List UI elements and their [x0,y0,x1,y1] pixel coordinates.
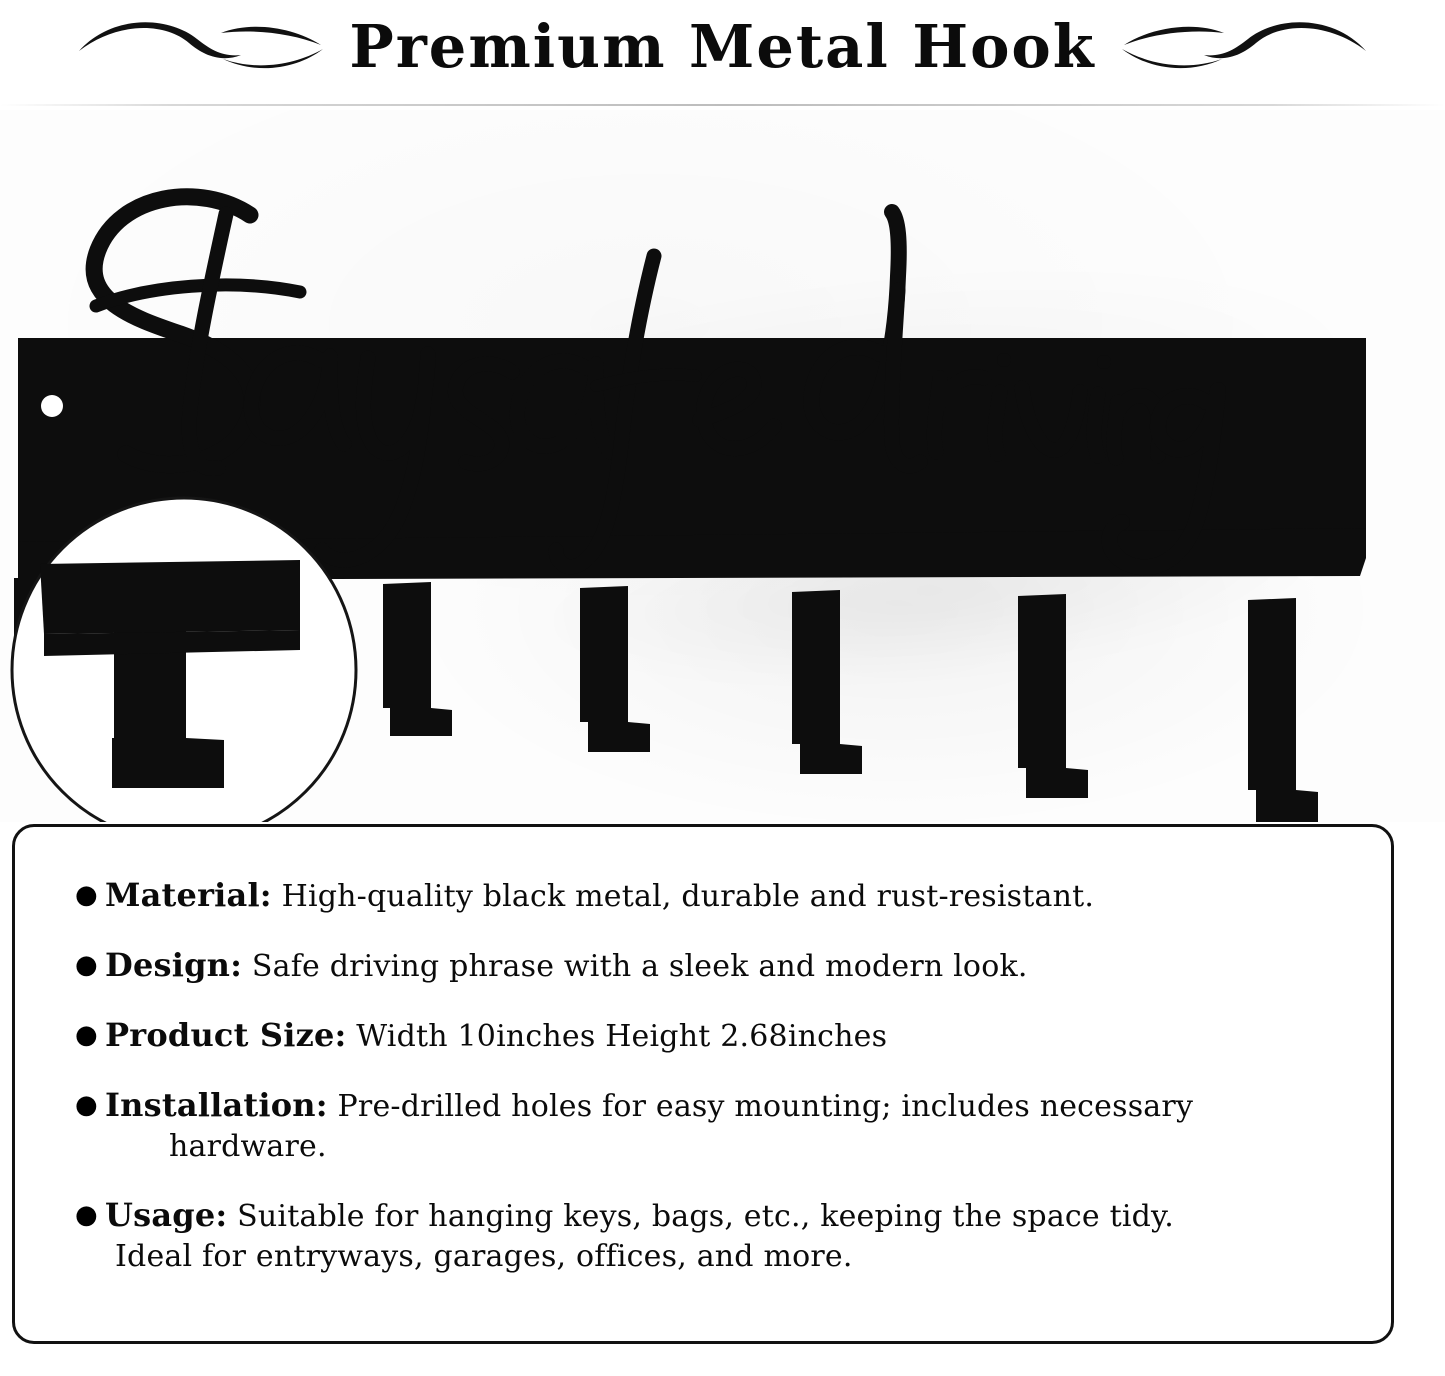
spec-label: Usage: [105,1196,228,1234]
list-item [57,1085,1351,1167]
hook-close-up-circle [12,498,356,822]
page-header [0,0,1445,108]
list-item [57,1015,1351,1057]
spec-value: Suitable for hanging keys, bags, etc., keeping the space tidy. [237,1199,1174,1234]
spec-value: Pre-drilled holes for easy mounting; includes necessary [337,1089,1194,1124]
header-divider [0,104,1445,106]
bullet-icon: ● [75,1020,98,1050]
spec-text [105,1085,1193,1167]
spec-value: High-quality black metal, durable and rust-resistant. [281,879,1095,914]
bullet-icon: ● [75,880,98,910]
spec-value-line2: hardware. [169,1129,327,1164]
bullet-icon: ● [75,1200,98,1230]
spec-text [105,1015,887,1057]
ornamental-flourish-icon [1114,11,1374,81]
spec-label: Material: [105,876,272,914]
list-item [57,875,1351,917]
spec-text [105,875,1094,917]
spec-text [105,945,1028,987]
spec-text [105,1195,1174,1277]
page-title: Premium Metal Hook [349,11,1096,81]
spec-label: Design: [105,946,243,984]
header-inner [0,11,1445,81]
spec-label: Product Size: [105,1016,347,1054]
bullet-icon: ● [75,950,98,980]
spec-value: Safe driving phrase with a sleek and modern look. [251,949,1028,984]
product-photo [0,110,1445,822]
key-holder-graphic [0,110,1445,822]
spec-value-line2: Ideal for entryways, garages, offices, and more. [115,1239,853,1274]
ornamental-flourish-icon [71,11,331,81]
spec-label: Installation: [105,1086,328,1124]
list-item [57,945,1351,987]
specifications-panel [12,824,1394,1344]
specifications-list [15,827,1391,1277]
list-item [57,1195,1351,1277]
spec-value: Width 10inches Height 2.68inches [356,1019,888,1054]
bullet-icon: ● [75,1090,98,1120]
